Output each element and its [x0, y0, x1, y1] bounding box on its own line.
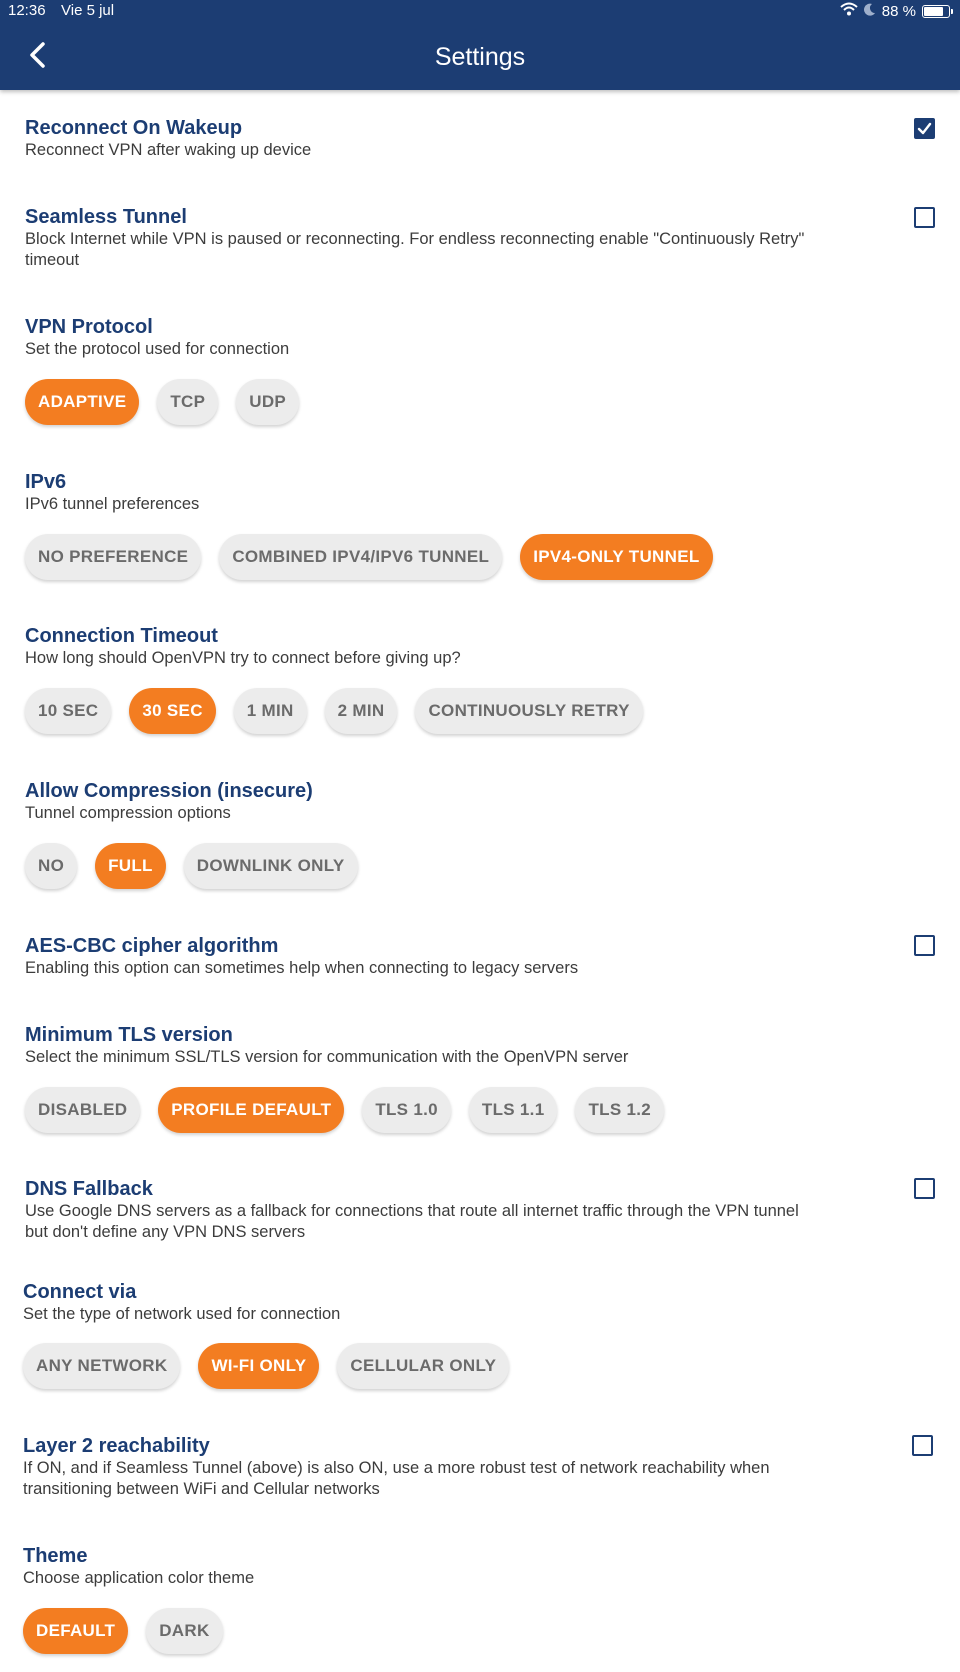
setting-reconnect-on-wakeup: [25, 116, 855, 161]
minimum-tls-chip-tls-1-2[interactable]: TLS 1.2: [575, 1087, 664, 1133]
vpn-protocol-chip-tcp[interactable]: TCP: [157, 379, 218, 425]
setting-connect-via: [23, 1280, 853, 1325]
setting-title: VPN Protocol: [25, 316, 153, 338]
seamless-tunnel-checkbox[interactable]: [914, 207, 935, 228]
status-bar: [0, 0, 960, 22]
setting-title: Connection Timeout: [25, 625, 218, 647]
setting-title: Theme: [23, 1545, 88, 1567]
setting-connection-timeout: [25, 624, 855, 669]
dns-fallback-checkbox[interactable]: [914, 1178, 935, 1199]
battery-percent: 88 %: [881, 2, 916, 20]
setting-description: IPv6 tunnel preferences: [25, 495, 200, 513]
connection-timeout-chip-continuously-retry[interactable]: CONTINUOUSLY RETRY: [415, 688, 642, 734]
vpn-protocol-chip-udp[interactable]: UDP: [236, 379, 299, 425]
wifi-icon: [840, 2, 858, 20]
status-time: 12:36: [8, 2, 46, 19]
setting-description: Enabling this option can sometimes help when connecting to legacy servers: [25, 959, 579, 977]
setting-title: Minimum TLS version: [25, 1024, 233, 1046]
setting-title: AES-CBC cipher algorithm: [25, 935, 279, 957]
setting-title: Seamless Tunnel: [25, 206, 187, 228]
compression-options: [25, 843, 358, 889]
page-title: Settings: [434, 43, 526, 71]
connect-via-chip-cellular-only[interactable]: CELLULAR ONLY: [337, 1343, 509, 1389]
connect-via-options: [23, 1343, 509, 1389]
setting-description: Select the minimum SSL/TLS version for communication with the OpenVPN server: [25, 1048, 629, 1066]
connect-via-chip-any-network[interactable]: ANY NETWORK: [23, 1343, 180, 1389]
minimum-tls-chip-profile-default[interactable]: PROFILE DEFAULT: [158, 1087, 344, 1133]
theme-options: [23, 1608, 223, 1654]
setting-description: Use Google DNS servers as a fallback for connections that route all internet traffic through the VPN tunnel but don't define any VPN DNS servers: [25, 1202, 799, 1241]
setting-description: Choose application color theme: [23, 1569, 255, 1587]
reconnect-on-wakeup-checkbox[interactable]: [914, 118, 935, 139]
setting-layer2-reachability: [23, 1434, 853, 1500]
setting-theme: [23, 1544, 853, 1589]
setting-vpn-protocol: [25, 315, 855, 360]
setting-title: DNS Fallback: [25, 1178, 153, 1200]
layer2-reachability-checkbox[interactable]: [912, 1435, 933, 1456]
checkmark-icon: [917, 121, 932, 136]
setting-description: Tunnel compression options: [25, 804, 231, 822]
connection-timeout-chip-10-sec[interactable]: 10 SEC: [25, 688, 111, 734]
setting-description: Reconnect VPN after waking up device: [25, 141, 312, 159]
ipv6-options: [25, 534, 713, 580]
setting-description: Set the type of network used for connection: [23, 1305, 341, 1323]
setting-description: Block Internet while VPN is paused or reconnecting. For endless reconnecting enable "Continuously Retry" timeout: [25, 230, 805, 269]
vpn-protocol-chip-adaptive[interactable]: ADAPTIVE: [25, 379, 139, 425]
setting-aes-cbc: [25, 934, 855, 979]
compression-chip-full[interactable]: FULL: [95, 843, 166, 889]
theme-chip-default[interactable]: DEFAULT: [23, 1608, 128, 1654]
minimum-tls-options: [25, 1087, 664, 1133]
setting-allow-compression: [25, 779, 855, 824]
minimum-tls-chip-tls-1-1[interactable]: TLS 1.1: [469, 1087, 558, 1133]
ipv6-chip-no-preference[interactable]: NO PREFERENCE: [25, 534, 201, 580]
compression-chip-downlink-only[interactable]: DOWNLINK ONLY: [184, 843, 358, 889]
moon-icon: [864, 3, 876, 20]
compression-chip-no[interactable]: NO: [25, 843, 77, 889]
ipv6-chip-ipv4-only-tunnel[interactable]: IPV4-ONLY TUNNEL: [520, 534, 712, 580]
setting-title: Layer 2 reachability: [23, 1435, 210, 1457]
setting-description: If ON, and if Seamless Tunnel (above) is also ON, use a more robust test of network reachability when transitioning between WiFi and Cellular networks: [23, 1459, 770, 1498]
minimum-tls-chip-disabled[interactable]: DISABLED: [25, 1087, 140, 1133]
minimum-tls-chip-tls-1-0[interactable]: TLS 1.0: [362, 1087, 451, 1133]
battery-fill: [924, 7, 943, 16]
setting-minimum-tls: [25, 1023, 855, 1068]
connection-timeout-chip-1-min[interactable]: 1 MIN: [234, 688, 307, 734]
app-header: [0, 0, 960, 90]
setting-title: Allow Compression (insecure): [25, 780, 313, 802]
connection-timeout-chip-2-min[interactable]: 2 MIN: [325, 688, 398, 734]
setting-title: Reconnect On Wakeup: [25, 117, 243, 139]
aes-cbc-checkbox[interactable]: [914, 935, 935, 956]
setting-ipv6: [25, 470, 855, 515]
battery-icon: [922, 5, 950, 18]
ipv6-chip-combined-ipv4-ipv6-tunnel[interactable]: COMBINED IPV4/IPV6 TUNNEL: [219, 534, 502, 580]
connection-timeout-chip-30-sec[interactable]: 30 SEC: [129, 688, 215, 734]
setting-description: Set the protocol used for connection: [25, 340, 290, 358]
setting-title: Connect via: [23, 1281, 137, 1303]
setting-dns-fallback: [25, 1177, 855, 1243]
theme-chip-dark[interactable]: DARK: [146, 1608, 222, 1654]
connection-timeout-options: [25, 688, 643, 734]
status-date: Vie 5 jul: [61, 2, 115, 19]
setting-description: How long should OpenVPN try to connect before giving up?: [25, 649, 461, 667]
status-right: [840, 2, 950, 20]
vpn-protocol-options: [25, 379, 299, 425]
setting-seamless-tunnel: [25, 205, 855, 271]
setting-title: IPv6: [25, 471, 67, 493]
connect-via-chip-wi-fi-only[interactable]: WI-FI ONLY: [198, 1343, 319, 1389]
